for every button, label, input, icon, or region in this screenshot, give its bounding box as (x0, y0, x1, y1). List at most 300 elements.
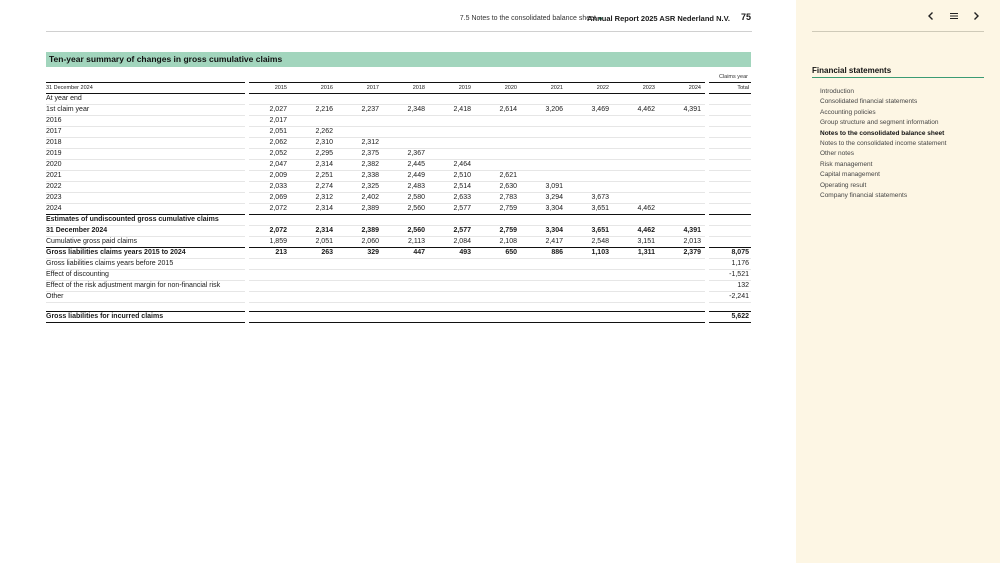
cell-value (567, 270, 613, 281)
row-label: Estimates of undiscounted gross cumulative claims (46, 215, 245, 226)
cell-value: 2,237 (337, 105, 383, 116)
page-header (0, 14, 752, 28)
cell-value: 2,389 (337, 226, 383, 237)
table-row (46, 303, 751, 311)
cell-value: 4,391 (659, 105, 705, 116)
cell-value: 886 (521, 248, 567, 259)
table-row (46, 138, 751, 149)
cell-value (567, 138, 613, 149)
cell-total: 1,176 (709, 259, 751, 270)
cell-value (291, 215, 337, 226)
cell-total (709, 160, 751, 171)
cell-value (475, 215, 521, 226)
cell-value (567, 160, 613, 171)
cell-value (475, 281, 521, 292)
cell-value (521, 116, 567, 127)
cell-value (659, 127, 705, 138)
header-year: 2015 (249, 82, 291, 94)
table-row (46, 171, 751, 182)
row-label: Gross liabilities claims years 2015 to 2024 (46, 248, 245, 259)
header-year: 2017 (337, 82, 383, 94)
cell-value (337, 303, 383, 311)
cell-value (521, 171, 567, 182)
cell-value: 650 (475, 248, 521, 259)
table-row (46, 259, 751, 270)
cell-value (475, 270, 521, 281)
table-row (46, 149, 751, 160)
cell-value: 2,379 (659, 248, 705, 259)
cell-total (709, 204, 751, 215)
cell-value: 2,633 (429, 193, 475, 204)
cell-value: 2,759 (475, 226, 521, 237)
row-label: Cumulative gross paid claims (46, 237, 245, 248)
cell-value (337, 311, 383, 323)
row-label: Other (46, 292, 245, 303)
cell-value: 2,314 (291, 226, 337, 237)
cell-value (567, 182, 613, 193)
header-report-title: Annual Report 2025 ASR Nederland N.V. (587, 14, 730, 23)
cell-total (709, 215, 751, 226)
cell-value: 213 (249, 248, 291, 259)
row-label: Effect of the risk adjustment margin for non-financial risk (46, 281, 245, 292)
cell-value (567, 292, 613, 303)
sidebar-nav-item[interactable]: Notes to the consolidated balance sheet (820, 129, 945, 137)
cell-value (613, 127, 659, 138)
cell-value (567, 171, 613, 182)
cell-value (383, 303, 429, 311)
cell-value (337, 259, 383, 270)
cell-value (613, 303, 659, 311)
cell-value (291, 311, 337, 323)
table-row (46, 160, 751, 171)
cell-value (475, 311, 521, 323)
cell-value: 2,047 (249, 160, 291, 171)
cell-total (709, 94, 751, 105)
cell-value (567, 259, 613, 270)
cell-value: 2,314 (291, 204, 337, 215)
cell-value: 2,072 (249, 204, 291, 215)
cell-value (613, 182, 659, 193)
cell-value: 4,462 (613, 204, 659, 215)
table-row (46, 94, 751, 105)
cell-value (613, 281, 659, 292)
cell-value (567, 94, 613, 105)
row-label: Gross liabilities claims years before 2015 (46, 259, 245, 270)
cell-value (291, 94, 337, 105)
cell-value (613, 215, 659, 226)
cell-value (659, 193, 705, 204)
cell-value: 2,338 (337, 171, 383, 182)
cell-value (291, 292, 337, 303)
cell-value: 3,206 (521, 105, 567, 116)
cell-value (659, 303, 705, 311)
cell-value: 263 (291, 248, 337, 259)
cell-value (429, 116, 475, 127)
cell-total (709, 237, 751, 248)
cell-value (383, 292, 429, 303)
row-label: 2020 (46, 160, 245, 171)
cell-value: 2,084 (429, 237, 475, 248)
chevron-left-icon (926, 11, 936, 21)
cell-value: 2,560 (383, 226, 429, 237)
cell-value (337, 215, 383, 226)
cell-value: 2,108 (475, 237, 521, 248)
cell-value: 2,027 (249, 105, 291, 116)
row-label: Effect of discounting (46, 270, 245, 281)
cell-value (249, 259, 291, 270)
cell-value: 2,033 (249, 182, 291, 193)
cell-value (429, 138, 475, 149)
cell-value (429, 292, 475, 303)
cell-value (475, 160, 521, 171)
cell-value (429, 270, 475, 281)
cell-value (475, 292, 521, 303)
cell-value (475, 138, 521, 149)
nav-buttons (924, 9, 984, 23)
table-row (46, 193, 751, 204)
cell-value (659, 292, 705, 303)
chevron-right-icon (971, 11, 981, 21)
row-label: 1st claim year (46, 105, 245, 116)
cell-value (659, 270, 705, 281)
cell-value (337, 116, 383, 127)
cell-value (383, 138, 429, 149)
cell-value (475, 303, 521, 311)
cell-value: 2,759 (475, 204, 521, 215)
row-label: At year end (46, 94, 245, 105)
cell-value: 3,651 (567, 226, 613, 237)
cell-total: -2,241 (709, 292, 751, 303)
table-title-bar (46, 52, 751, 67)
cell-value (521, 259, 567, 270)
table-row (46, 281, 751, 292)
cell-value: 2,417 (521, 237, 567, 248)
cell-value: 3,294 (521, 193, 567, 204)
cell-value (613, 259, 659, 270)
cell-total: 5,622 (709, 311, 751, 323)
cell-value (613, 292, 659, 303)
cell-value: 2,449 (383, 171, 429, 182)
cell-value (521, 149, 567, 160)
cell-value (659, 116, 705, 127)
cell-value (613, 270, 659, 281)
menu-button[interactable] (947, 9, 961, 23)
cell-value (613, 116, 659, 127)
cell-value (383, 94, 429, 105)
cell-value (249, 311, 291, 323)
table-row (46, 215, 751, 226)
cell-value (613, 138, 659, 149)
cell-value: 2,630 (475, 182, 521, 193)
cell-value (249, 94, 291, 105)
cell-value (291, 116, 337, 127)
cell-value: 2,017 (249, 116, 291, 127)
cell-value (383, 259, 429, 270)
cell-value: 2,445 (383, 160, 429, 171)
table-row (46, 237, 751, 248)
cell-total (709, 182, 751, 193)
table-row (46, 292, 751, 303)
cell-value (521, 160, 567, 171)
table-row (46, 204, 751, 215)
cell-value (567, 127, 613, 138)
cell-value: 329 (337, 248, 383, 259)
cell-value: 2,514 (429, 182, 475, 193)
cell-value (659, 281, 705, 292)
cell-value: 3,304 (521, 204, 567, 215)
table-row (46, 127, 751, 138)
cell-value (659, 204, 705, 215)
cell-value (475, 127, 521, 138)
sidebar-nav-item[interactable]: Capital management (820, 171, 880, 179)
cell-value (521, 281, 567, 292)
sidebar-nav-item[interactable]: Group structure and segment information (820, 119, 939, 127)
row-label: 2017 (46, 127, 245, 138)
cell-value (659, 311, 705, 323)
row-label: 2019 (46, 149, 245, 160)
cell-value (249, 215, 291, 226)
cell-value: 447 (383, 248, 429, 259)
cell-value (567, 281, 613, 292)
cell-value (429, 149, 475, 160)
header-year: 2016 (291, 82, 337, 94)
cell-value: 2,577 (429, 226, 475, 237)
sidebar-nav-item[interactable]: Operating result (820, 181, 867, 189)
row-label: 31 December 2024 (46, 226, 245, 237)
cell-value (337, 292, 383, 303)
header-date: 31 December 2024 (46, 82, 245, 94)
table-row (46, 116, 751, 127)
cell-value: 2,072 (249, 226, 291, 237)
row-label: 2023 (46, 193, 245, 204)
sidebar-nav-item[interactable]: Company financial statements (820, 192, 908, 200)
cell-value: 2,216 (291, 105, 337, 116)
cell-value: 2,113 (383, 237, 429, 248)
cell-value: 2,051 (291, 237, 337, 248)
cell-total: 132 (709, 281, 751, 292)
table-header-row (46, 82, 751, 94)
cell-value (659, 171, 705, 182)
cell-value (521, 270, 567, 281)
sidebar-title-underline (812, 77, 984, 78)
cell-value (613, 193, 659, 204)
cell-value: 4,462 (613, 226, 659, 237)
cell-value (429, 259, 475, 270)
cell-value (659, 215, 705, 226)
header-year: 2019 (429, 82, 475, 94)
cell-value (291, 303, 337, 311)
cell-value (291, 259, 337, 270)
cell-value (383, 215, 429, 226)
table-row (46, 311, 751, 323)
cell-total (709, 149, 751, 160)
cell-value: 3,673 (567, 193, 613, 204)
cell-value: 2,367 (383, 149, 429, 160)
cell-value: 3,651 (567, 204, 613, 215)
cell-value: 2,614 (475, 105, 521, 116)
cell-value: 2,548 (567, 237, 613, 248)
cell-value (475, 149, 521, 160)
cell-value (567, 215, 613, 226)
cell-value: 2,382 (337, 160, 383, 171)
cell-value: 2,783 (475, 193, 521, 204)
cell-value (475, 116, 521, 127)
table-row (46, 105, 751, 116)
cell-value (521, 138, 567, 149)
cell-value (337, 270, 383, 281)
cell-value (383, 270, 429, 281)
cell-value: 1,311 (613, 248, 659, 259)
cell-value: 4,462 (613, 105, 659, 116)
cell-value (521, 94, 567, 105)
cell-value: 3,469 (567, 105, 613, 116)
cell-total (709, 116, 751, 127)
sidebar-divider (812, 31, 984, 32)
cell-value: 2,418 (429, 105, 475, 116)
cell-value: 4,391 (659, 226, 705, 237)
sidebar-nav-item[interactable]: Notes to the consolidated income statement (820, 140, 947, 148)
cell-value (567, 116, 613, 127)
cell-total (709, 138, 751, 149)
cell-total: -1,521 (709, 270, 751, 281)
cell-value (613, 171, 659, 182)
cell-value: 2,262 (291, 127, 337, 138)
cell-value (383, 127, 429, 138)
cell-value (521, 292, 567, 303)
cell-value: 2,312 (291, 193, 337, 204)
cell-value (613, 160, 659, 171)
cell-value (249, 292, 291, 303)
cell-value: 2,310 (291, 138, 337, 149)
cell-total (709, 105, 751, 116)
page-number: 75 (740, 12, 751, 22)
row-label: Gross liabilities for incurred claims (46, 311, 245, 323)
cell-value (429, 215, 475, 226)
cell-value (337, 94, 383, 105)
cell-value (613, 149, 659, 160)
cell-value: 2,060 (337, 237, 383, 248)
cell-value: 3,091 (521, 182, 567, 193)
cell-value: 2,251 (291, 171, 337, 182)
cell-value (475, 259, 521, 270)
cell-value: 2,348 (383, 105, 429, 116)
cell-value: 2,295 (291, 149, 337, 160)
next-page-button[interactable] (969, 9, 983, 23)
cell-value: 2,510 (429, 171, 475, 182)
sidebar-nav-list (820, 87, 946, 201)
cell-value (429, 311, 475, 323)
cell-value (613, 311, 659, 323)
header-divider (46, 31, 752, 32)
header-year: 2024 (659, 82, 705, 94)
cell-value (291, 270, 337, 281)
cell-value (383, 281, 429, 292)
cell-value: 2,062 (249, 138, 291, 149)
sidebar-nav-item[interactable]: Consolidated financial statements (820, 98, 918, 106)
cell-value: 1,103 (567, 248, 613, 259)
cell-value (521, 311, 567, 323)
header-year: 2018 (383, 82, 429, 94)
table-row (46, 226, 751, 237)
sidebar-nav-item[interactable]: Introduction (820, 88, 854, 95)
cell-total (709, 193, 751, 204)
row-label (46, 303, 245, 311)
sidebar-nav-item[interactable]: Accounting policies (820, 108, 876, 116)
cell-value (383, 116, 429, 127)
cell-value (521, 303, 567, 311)
cell-value (249, 281, 291, 292)
header-total: Total (709, 82, 751, 94)
row-label: 2018 (46, 138, 245, 149)
previous-page-button[interactable] (924, 9, 938, 23)
cell-value (429, 281, 475, 292)
cell-value: 2,389 (337, 204, 383, 215)
cell-value (659, 160, 705, 171)
header-year: 2023 (613, 82, 659, 94)
sidebar (796, 0, 1000, 563)
cell-value (337, 281, 383, 292)
cell-value: 1,859 (249, 237, 291, 248)
table-title: Ten-year summary of changes in gross cumulative claims (49, 54, 283, 64)
cell-value: 2,464 (429, 160, 475, 171)
cell-value: 493 (429, 248, 475, 259)
cell-value (521, 215, 567, 226)
cell-value (659, 138, 705, 149)
cell-value (291, 281, 337, 292)
menu-icon (949, 11, 959, 21)
cell-value (613, 94, 659, 105)
row-label: 2021 (46, 171, 245, 182)
header-year: 2020 (475, 82, 521, 94)
header-year: 2021 (521, 82, 567, 94)
cell-value (659, 182, 705, 193)
row-label: 2022 (46, 182, 245, 193)
cell-value: 2,560 (383, 204, 429, 215)
cell-value (383, 311, 429, 323)
cell-value: 2,312 (337, 138, 383, 149)
header-year: 2022 (567, 82, 613, 94)
cell-value: 2,621 (475, 171, 521, 182)
cell-value: 2,402 (337, 193, 383, 204)
cell-value (567, 303, 613, 311)
cell-value (475, 94, 521, 105)
sidebar-nav-item[interactable]: Other notes (820, 150, 854, 158)
cell-value: 2,051 (249, 127, 291, 138)
cell-value: 2,069 (249, 193, 291, 204)
claims-year-label: Claims year (718, 74, 748, 80)
cell-value: 2,375 (337, 149, 383, 160)
table-row (46, 182, 751, 193)
table-row (46, 270, 751, 281)
cell-value (659, 259, 705, 270)
cell-value (567, 311, 613, 323)
claims-summary-table (46, 82, 751, 323)
cell-value (659, 149, 705, 160)
cell-value: 2,577 (429, 204, 475, 215)
cell-value (429, 127, 475, 138)
row-label: 2024 (46, 204, 245, 215)
sidebar-nav-item[interactable]: Risk management (820, 160, 873, 168)
cell-value (521, 127, 567, 138)
cell-value (249, 303, 291, 311)
cell-total (709, 303, 751, 311)
cell-value (567, 149, 613, 160)
sidebar-title[interactable]: Financial statements (812, 66, 892, 75)
cell-value (249, 270, 291, 281)
cell-value: 2,314 (291, 160, 337, 171)
cell-total: 8,075 (709, 248, 751, 259)
cell-value: 2,483 (383, 182, 429, 193)
